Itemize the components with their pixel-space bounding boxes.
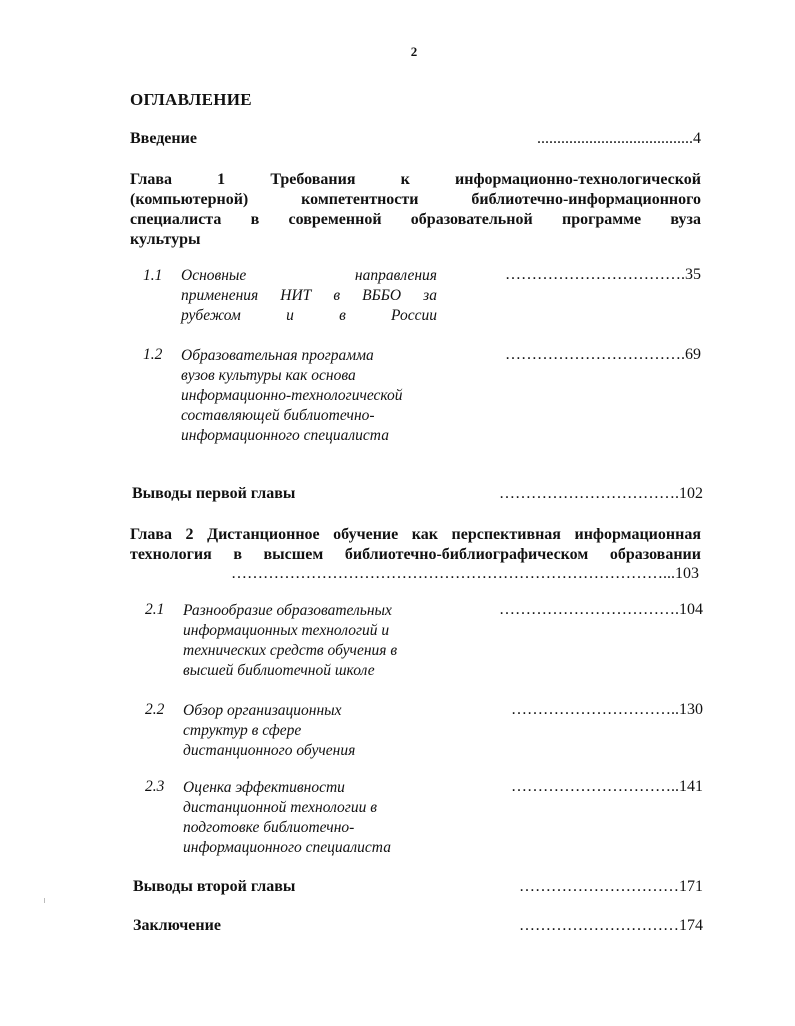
conclusion-page: …………………………174: [519, 917, 703, 934]
section-2-3-line: Оценка эффективности: [183, 779, 345, 796]
section-1-2-title: [181, 346, 451, 446]
word: 1: [217, 171, 226, 188]
word: образовании: [609, 546, 701, 563]
chapter-1-conclusion-page: …………………………….102: [499, 485, 703, 502]
chapter-1-title-line-1: [130, 170, 701, 190]
section-2-3-line: информационного специалиста: [183, 839, 391, 856]
toc-entry-introduction-page: .......................................4: [537, 130, 701, 147]
chapter-2-title-line-2: [130, 545, 701, 565]
section-1-1-line-3: [181, 306, 437, 326]
word: 2: [185, 526, 194, 543]
word: библиотечно-информационного: [471, 191, 701, 208]
word: в: [333, 287, 341, 304]
section-1-1-line-2: [181, 286, 437, 306]
word: за: [423, 287, 437, 304]
scan-artifact: [44, 898, 45, 903]
section-2-3-number: 2.3: [145, 778, 165, 795]
section-2-3-line: дистанционной технологии в: [183, 799, 377, 816]
word: в: [233, 546, 242, 563]
section-1-2-line: вузов культуры как основа: [181, 367, 356, 384]
chapter-2-title-line-1: [130, 525, 701, 545]
word: Глава: [130, 526, 172, 543]
word: России: [391, 307, 437, 324]
section-2-1-title: [183, 601, 453, 681]
toc-entry-introduction-title: Введение: [130, 130, 197, 147]
section-1-2-number: 1.2: [143, 346, 163, 363]
conclusion-title: Заключение: [133, 917, 221, 934]
chapter-1-conclusion-title: Выводы первой главы: [132, 485, 296, 502]
chapter-1-title-line-3: [130, 210, 701, 230]
word: рубежом: [181, 307, 241, 324]
section-2-1-number: 2.1: [145, 601, 165, 618]
word: Основные: [181, 267, 247, 284]
section-2-3-page: …………………………..141: [511, 778, 703, 795]
section-1-2-line: Образовательная программа: [181, 347, 374, 364]
word: современной: [288, 211, 382, 228]
section-2-1-line: технических средств обучения в: [183, 642, 398, 659]
section-2-2-line: Обзор организационных: [183, 702, 342, 719]
word: образовательной: [410, 211, 533, 228]
section-2-1-line: Разнообразие образовательных: [183, 602, 392, 619]
word: специалиста: [130, 211, 222, 228]
word: Требования: [270, 171, 356, 188]
section-2-2-page: …………………………..130: [511, 701, 703, 718]
word: вуза: [670, 211, 701, 228]
section-1-1-page: …………………………….35: [505, 266, 701, 283]
page-number: 2: [410, 44, 418, 59]
word: программе: [561, 211, 642, 228]
section-2-2-number: 2.2: [145, 701, 165, 718]
chapter-2-conclusion-title: Выводы второй главы: [133, 878, 296, 895]
word: библиотечно-библиографическом: [344, 546, 589, 563]
section-2-2-title: [183, 701, 453, 761]
section-2-3-line: подготовке библиотечно-: [183, 819, 355, 836]
word: и: [286, 307, 294, 324]
chapter-2-page: ………………………………………………………………………...103: [231, 565, 699, 582]
chapter-1-title-line-2: [130, 190, 701, 210]
section-1-1-title: [181, 266, 437, 326]
word: технология: [130, 546, 212, 563]
word: информационно-технологической: [455, 171, 701, 188]
section-1-2-line: информационно-технологической: [181, 387, 403, 404]
toc-heading: ОГЛАВЛЕНИЕ: [130, 90, 252, 109]
word: компетентности: [301, 191, 419, 208]
section-1-1-line-1: [181, 266, 437, 286]
word: в: [339, 307, 346, 324]
chapter-1-title: [130, 170, 701, 250]
word: направления: [354, 267, 437, 284]
section-2-2-line: дистанционного обучения: [183, 742, 356, 759]
section-2-2-line: структур в сфере: [183, 722, 302, 739]
word: обучение: [333, 526, 399, 543]
section-2-1-line: информационных технологий и: [183, 622, 390, 639]
section-1-2-line: составляющей библиотечно-: [181, 407, 375, 424]
word: в: [250, 211, 260, 228]
word: применения: [181, 287, 259, 304]
chapter-2-title: [130, 525, 701, 565]
section-2-1-line: высшей библиотечной школе: [183, 662, 375, 679]
word: Глава: [130, 171, 172, 188]
word: НИТ: [280, 287, 312, 304]
chapter-2-conclusion-page: …………………………171: [519, 878, 703, 895]
word: ВББО: [362, 287, 402, 304]
section-2-1-page: …………………………….104: [499, 601, 703, 618]
word: к: [400, 171, 410, 188]
word: высшем: [263, 546, 324, 563]
word: (компьютерной): [130, 191, 249, 208]
word: перспективная: [451, 526, 561, 543]
section-1-2-page: …………………………….69: [505, 346, 701, 363]
section-1-1-number: 1.1: [143, 267, 163, 284]
word: информационная: [574, 526, 701, 543]
section-2-3-title: [183, 778, 453, 858]
word: как: [411, 526, 438, 543]
chapter-1-title-line-4: культуры: [130, 231, 201, 248]
word: Дистанционное: [207, 526, 320, 543]
section-1-2-line: информационного специалиста: [181, 427, 389, 444]
